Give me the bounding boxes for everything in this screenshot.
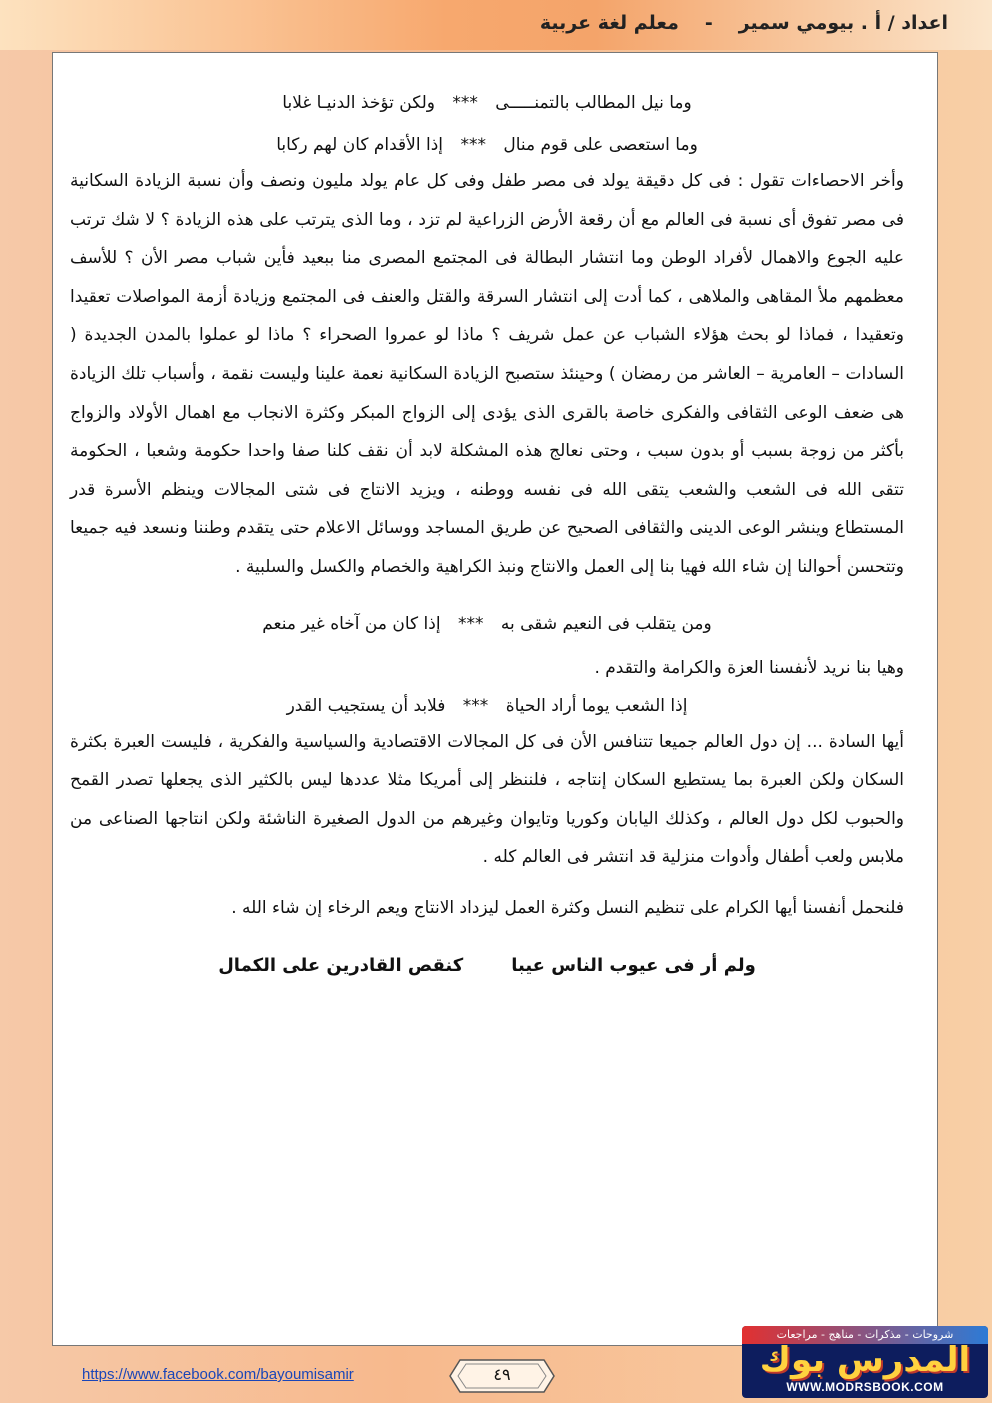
verse-2-second: إذا الأقدام كان لهم ركابا bbox=[276, 135, 444, 155]
logo-url: WWW.MODRSBOOK.COM bbox=[786, 1380, 944, 1394]
verse-shaab-stars: *** bbox=[462, 695, 489, 716]
paragraph-population: وأخر الاحصاءات تقول : فى كل دقيقة يولد فى مصر طفل وفى كل عام يولد مليون ونصف وأن نسبة الزيادة السكانية فى مصر تفوق أى نسبة فى العالم مع أن رقعة الأرض الزراعية لم تزد ، وما الذى يترتب على هذه الزيادة ؟ لا شك ترتب عليه الجوع والاهمال لأفراد الوطن وما انتشار البطالة فى المجتمع المصرى منا ببعيد فأين شباب مصر الأن ؟ للأسف معظمهم ملأ المقاهى والملاهى ، كما أدت إلى انتشار السرقة والقتل والعنف فى المجتمع وزيادة أزمة المواصلات تعقيدا وتعقيدا ، فماذا لو بحث هؤلاء الشباب عن عمل شريف ؟ ماذا لو عمروا الصحراء ؟ ماذا لو عملوا بالمدن الجديدة ( السادات – العامرية – العاشر من رمضان ) وحينئذ ستصبح الزيادة السكانية نعمة علينا وليست نقمة ، وأسباب تلك الزيادة هى ضعف الوعى الثقافى والفكرى خاصة بالقرى الذى يؤدى إلى الزواج المبكر وكثرة الانجاب مع اهمال الأولاد والزواج بأكثر من زوجة بسبب أو بدون سبب ، وحتى نعالج هذه المشكلة لابد أن نقف كلنا صفا واحدا حكومة وشعبا ، الحكومة تتقى الله فى الشعب والشعب يتقى الله فى نفسه ووطنه ، ويزيد الانتاج فى شتى المجالات وينظم الأسرة قدر المستطاع وينشر الوعى الدينى والثقافى الصحيح عن طريق المساجد ووسائل الاعلام حتى يتقدم وطننا ونسعد فيه جميعا وتتحسن أحوالنا إن شاء الله فهيا بنا إلى العمل والانتاج ونبذ الكراهية والخصام والكسل والسلبية . bbox=[70, 171, 904, 577]
verse-naeem-stars: *** bbox=[457, 613, 484, 634]
paragraph-family-planning: فلنحمل أنفسنا أيها الكرام على تنظيم النسل وكثرة العمل ليزداد الانتاج ويعم الرخاء إن شاء الله . bbox=[231, 897, 904, 918]
verse-1-stars: *** bbox=[452, 93, 478, 113]
logo-tagline: شروحات - مذكرات - مناهج - مراجعات bbox=[742, 1326, 988, 1344]
header-role: معلم لغة عربية bbox=[539, 12, 679, 34]
header-separator: - bbox=[704, 12, 713, 34]
article-body bbox=[70, 88, 904, 994]
header-author: اعداد / أ . بيومي سمير bbox=[738, 12, 948, 34]
verse-1-second: ولكن تؤخذ الدنيـا غلابا bbox=[282, 93, 435, 113]
logo-brand: المدرس بوك bbox=[759, 1340, 971, 1380]
header-title bbox=[540, 12, 948, 34]
facebook-link[interactable]: https://www.facebook.com/bayoumisamir bbox=[82, 1366, 354, 1383]
paragraph-nations: أيها السادة ... إن دول العالم جميعا تتنافس الأن فى كل المجالات الاقتصادية والسياسية والفكرية ، فليست العبرة بكثرة السكان ولكن العبرة بما يستطيع السكان إنتاجه ، فلننظر إلى أمريكا مثلا عددها ليس بالكثير الذى يجعلها تصدر القمح والحبوب لكل دول العالم ، وكذلك اليابان وكوريا وتايوان وغيرهم من الدول الصغيرة الناشئة ولكن انتاجها الصناعى من ملابس ولعب أطفال وأدوات منزلية قد انتشر فى العالم كله . bbox=[70, 731, 904, 868]
page-number: ٤٩ bbox=[493, 1365, 511, 1384]
site-logo[interactable] bbox=[742, 1326, 988, 1398]
verse-naeem bbox=[70, 609, 904, 639]
page-number-badge bbox=[448, 1356, 556, 1396]
closing-verse-second: كنقص القادرين على الكمال bbox=[218, 954, 464, 976]
verse-2-first: وما استعصى على قوم منال bbox=[503, 135, 698, 155]
verse-naeem-second: إذا كان من آخاه غير منعم bbox=[262, 613, 441, 634]
verse-shaab bbox=[70, 691, 904, 721]
verse-line-1 bbox=[70, 88, 904, 118]
verse-line-2 bbox=[70, 130, 904, 160]
verse-shaab-first: إذا الشعب يوما أراد الحياة bbox=[505, 695, 688, 716]
closing-verse-first: ولم أر فى عيوب الناس عيبا bbox=[511, 954, 756, 976]
verse-shaab-second: فلابد أن يستجيب القدر bbox=[286, 695, 446, 716]
verse-1-first: وما نيل المطالب بالتمنـــــى bbox=[495, 93, 692, 113]
closing-verse bbox=[70, 955, 904, 976]
paragraph-dignity: وهيا بنا نريد لأنفسنا العزة والكرامة والتقدم . bbox=[594, 657, 904, 678]
verse-2-stars: *** bbox=[460, 135, 486, 155]
verse-naeem-first: ومن يتقلب فى النعيم شقى به bbox=[500, 613, 712, 634]
